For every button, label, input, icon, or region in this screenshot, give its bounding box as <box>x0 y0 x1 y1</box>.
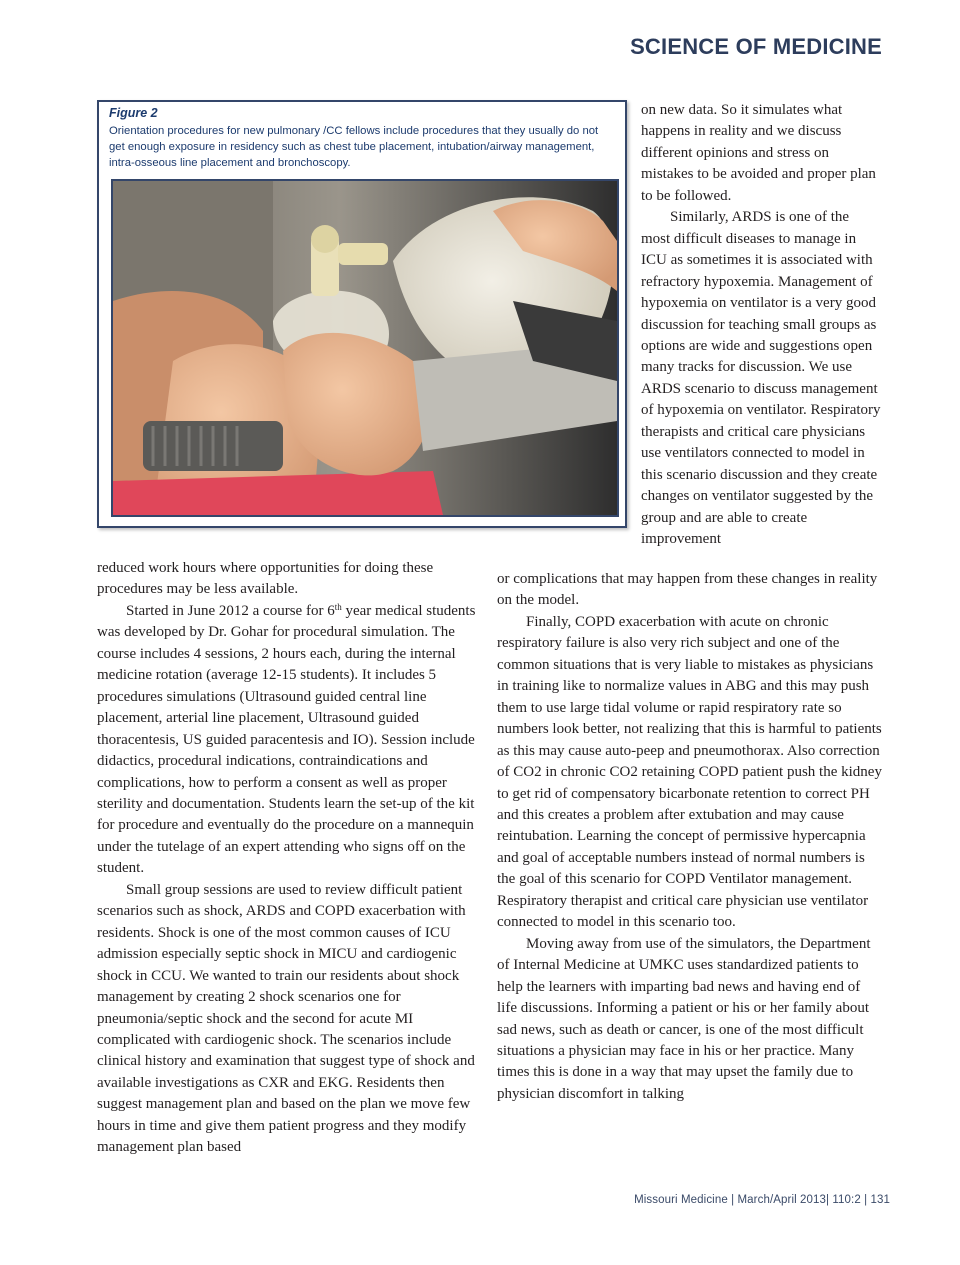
paragraph <box>97 601 482 880</box>
paragraph-text: year medical students was developed by Dr. Gohar for procedural simulation. The course includes 4 sessions, 2 hours each, during the internal medicine rotation (average 12-15 students). It includes 5 procedures simulations (Ultrasound guided central line placement, arterial line placement, Ultrasound guided thoracentesis, US guided paracentesis and IO). Session include didactics, procedural indications, contraindications and complications, how to perform a consent as well as proper sterility and documentation. Students learn the set-up of the kit for procedure and eventually do the procedure on a mannequin under the tutelage of an expert attending who signs off on the student. <box>97 602 476 877</box>
figure-caption: Orientation procedures for new pulmonary /CC fellows include procedures that they usually do not get enough exposure in residency such as chest tube placement, intubation/airway management, intra-osseous line placement and bronchoscopy. <box>109 125 599 169</box>
superscript: th <box>334 601 342 612</box>
right-column-top <box>641 100 881 551</box>
airway-simulation-photo <box>113 181 617 515</box>
paragraph: Small group sessions are used to review difficult patient scenarios such as shock, ARDS and COPD exacerbation with residents. Shock is one of the most common causes of ICU admission especially septic shock in MICU and cardiogenic shock in CCU. We wanted to train our residents about shock management by creating 2 shock scenarios one for pneumonia/septic shock and the second for acute MI complicated with cardiogenic shock. The scenarios include clinical history and examination that suggest type of shock and available investigations as CXR and EKG. Residents then suggest management plan and based on the plan we move few hours in time and give them patient progress and they modify management plan based <box>97 881 475 1156</box>
paragraph-text: Started in June 2012 a course for 6 <box>126 602 335 619</box>
page-footer: Missouri Medicine | March/April 2013| 110:2 | 131 <box>634 1194 890 1206</box>
paragraph: Finally, COPD exacerbation with acute on chronic respiratory failure is also very rich subject and one of the common situations that is very liable to mistakes as physicians in training like to normalize values in ABG and this may push them to use large tidal volume or rapid respiratory rate so numbers look better, not realizing that this is harmful to patients as this may cause auto-peep and pneumothorax. Also correction of CO2 in chronic CO2 retaining COPD patient push the kidney to get rid of compensatory bicarbonate retention to correct PH and this creates a problem after extubation and may cause reintubation. Learning the concept of permissive hypercapnia and goal of acceptable numbers instead of normal numbers is the goal of this scenario for COPD Ventilator management. Respiratory therapist and critical care physician use ventilator connected to model in this scenario too. <box>497 613 882 931</box>
paragraph: or complications that may happen from these changes in reality on the model. <box>497 571 878 609</box>
figure-label: Figure 2 <box>109 106 158 120</box>
figure-photo <box>111 179 619 517</box>
section-title: SCIENCE OF MEDICINE <box>630 34 882 59</box>
paragraph: Moving away from use of the simulators, the Department of Internal Medicine at UMKC uses standardized patients to help the learners with imparting bad news and having end of life discussions. Informing a patient or his or her family about sad news, such as death or cancer, is one of the most difficult situations a physician may face in his or her practice. Many times this is done in a way that may upset the family due to physician discomfort in talking <box>497 935 871 1102</box>
left-column <box>97 558 482 1159</box>
paragraph: on new data. So it simulates what happens in reality and we discuss different opinions and stress on mistakes to be avoided and proper plan to be followed. <box>641 102 876 204</box>
paragraph: Similarly, ARDS is one of the most difficult diseases to manage in ICU as sometimes it is associated with refractory hypoxemia. Management of hypoxemia on ventilator is a very good discussion for teaching small groups as options are wide and suggestions open many tracks for discussion. We use ARDS scenario to discuss management of hypoxemia on ventilator. Respiratory therapists and critical care physicians use ventilators connected to model in this scenario discussion and they create changes on ventilator suggested by the group and are able to create improvement <box>641 209 881 548</box>
paragraph: reduced work hours where opportunities for doing these procedures may be less available. <box>97 560 434 598</box>
right-column <box>497 569 882 1105</box>
figure-box <box>97 100 627 528</box>
